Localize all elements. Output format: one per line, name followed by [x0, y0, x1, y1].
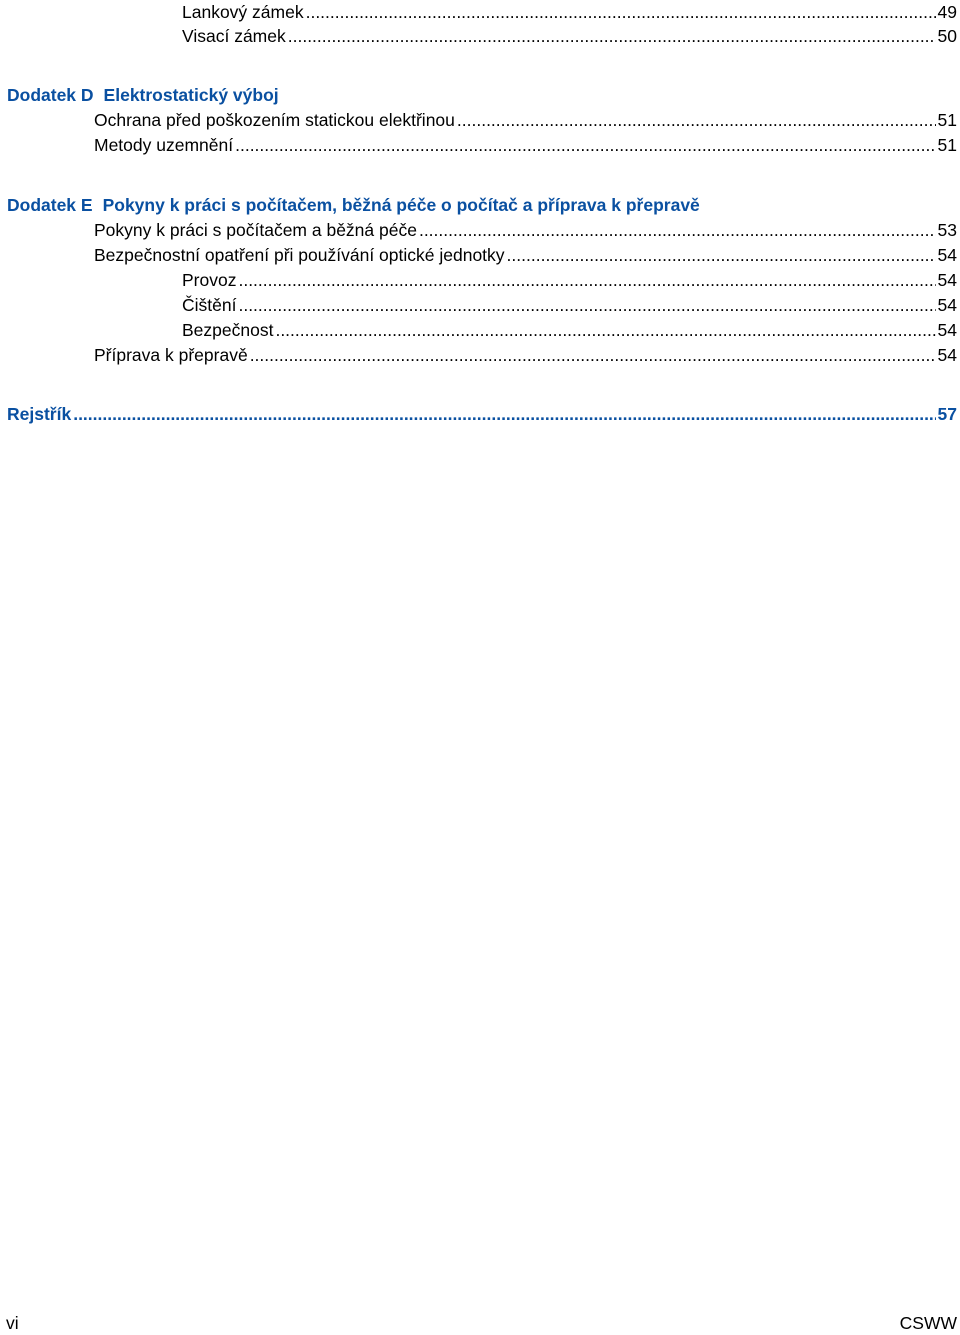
toc-entry-priprava-k-preprave[interactable]: [94, 343, 957, 367]
toc-entry-title: Bezpečnostní opatření při používání optické jednotky: [94, 245, 505, 265]
toc-entry-lankovy-zamek[interactable]: [182, 0, 957, 24]
toc-entry-page: 54: [937, 320, 957, 340]
toc-leader-dots: [288, 24, 936, 48]
footer-doc-code: CSWW: [899, 1313, 957, 1333]
toc-entry-metody-uzemneni[interactable]: [94, 133, 957, 157]
toc-leader-dots: [73, 402, 935, 426]
toc-entry-page: 51: [937, 135, 957, 155]
toc-entry-title: Čištění: [182, 295, 237, 315]
toc-leader-dots: [507, 243, 936, 267]
appendix-d-heading[interactable]: [7, 83, 957, 107]
appendix-e-title: Pokyny k práci s počítačem, běžná péče o počítač a příprava k přepravě: [102, 195, 700, 215]
toc-entry-title: Pokyny k práci s počítačem a běžná péče: [94, 220, 417, 240]
toc-entry-page: 54: [937, 245, 957, 265]
toc-entry-title: Provoz: [182, 270, 237, 290]
toc-entry-page: 53: [937, 220, 957, 240]
toc-entry-page: 51: [937, 110, 957, 130]
appendix-d-title: Elektrostatický výboj: [103, 85, 279, 105]
toc-entry-title: Lankový zámek: [182, 2, 304, 22]
toc-entry-bezpecnost[interactable]: [182, 318, 957, 342]
toc-entry-bezpecnostni-opatreni[interactable]: [94, 243, 957, 267]
appendix-e-label: Dodatek E: [7, 195, 93, 215]
toc-leader-dots: [306, 0, 936, 24]
toc-leader-dots: [275, 318, 935, 342]
toc-entry-page: 49: [937, 2, 957, 22]
toc-entry-rejstrik[interactable]: [7, 402, 957, 426]
toc-entry-title: Metody uzemnění: [94, 135, 234, 155]
toc-entry-title: Bezpečnost: [182, 320, 274, 340]
toc-entry-provoz[interactable]: [182, 268, 957, 292]
footer-page-number: vi: [6, 1313, 19, 1333]
appendix-d-label: Dodatek D: [7, 85, 94, 105]
toc-entry-ochrana[interactable]: [94, 108, 957, 132]
toc-entry-cisteni[interactable]: [182, 293, 957, 317]
toc-entry-title: Rejstřík: [7, 404, 72, 424]
toc-entry-title: Visací zámek: [182, 26, 286, 46]
toc-entry-pokyny[interactable]: [94, 218, 957, 242]
toc-entry-title: Ochrana před poškozením statickou elektřinou: [94, 110, 455, 130]
toc-entry-page: 57: [937, 404, 957, 424]
toc-entry-title: Příprava k přepravě: [94, 345, 248, 365]
toc-leader-dots: [238, 268, 935, 292]
toc-leader-dots: [235, 133, 935, 157]
toc-entry-page: 54: [937, 345, 957, 365]
toc-entry-visaci-zamek[interactable]: [182, 24, 957, 48]
toc-leader-dots: [250, 343, 936, 367]
toc-entry-page: 50: [937, 26, 957, 46]
appendix-e-heading[interactable]: [7, 193, 957, 217]
toc-leader-dots: [238, 293, 935, 317]
toc-entry-page: 54: [937, 270, 957, 290]
toc-entry-page: 54: [937, 295, 957, 315]
toc-leader-dots: [419, 218, 936, 242]
toc-leader-dots: [457, 108, 936, 132]
